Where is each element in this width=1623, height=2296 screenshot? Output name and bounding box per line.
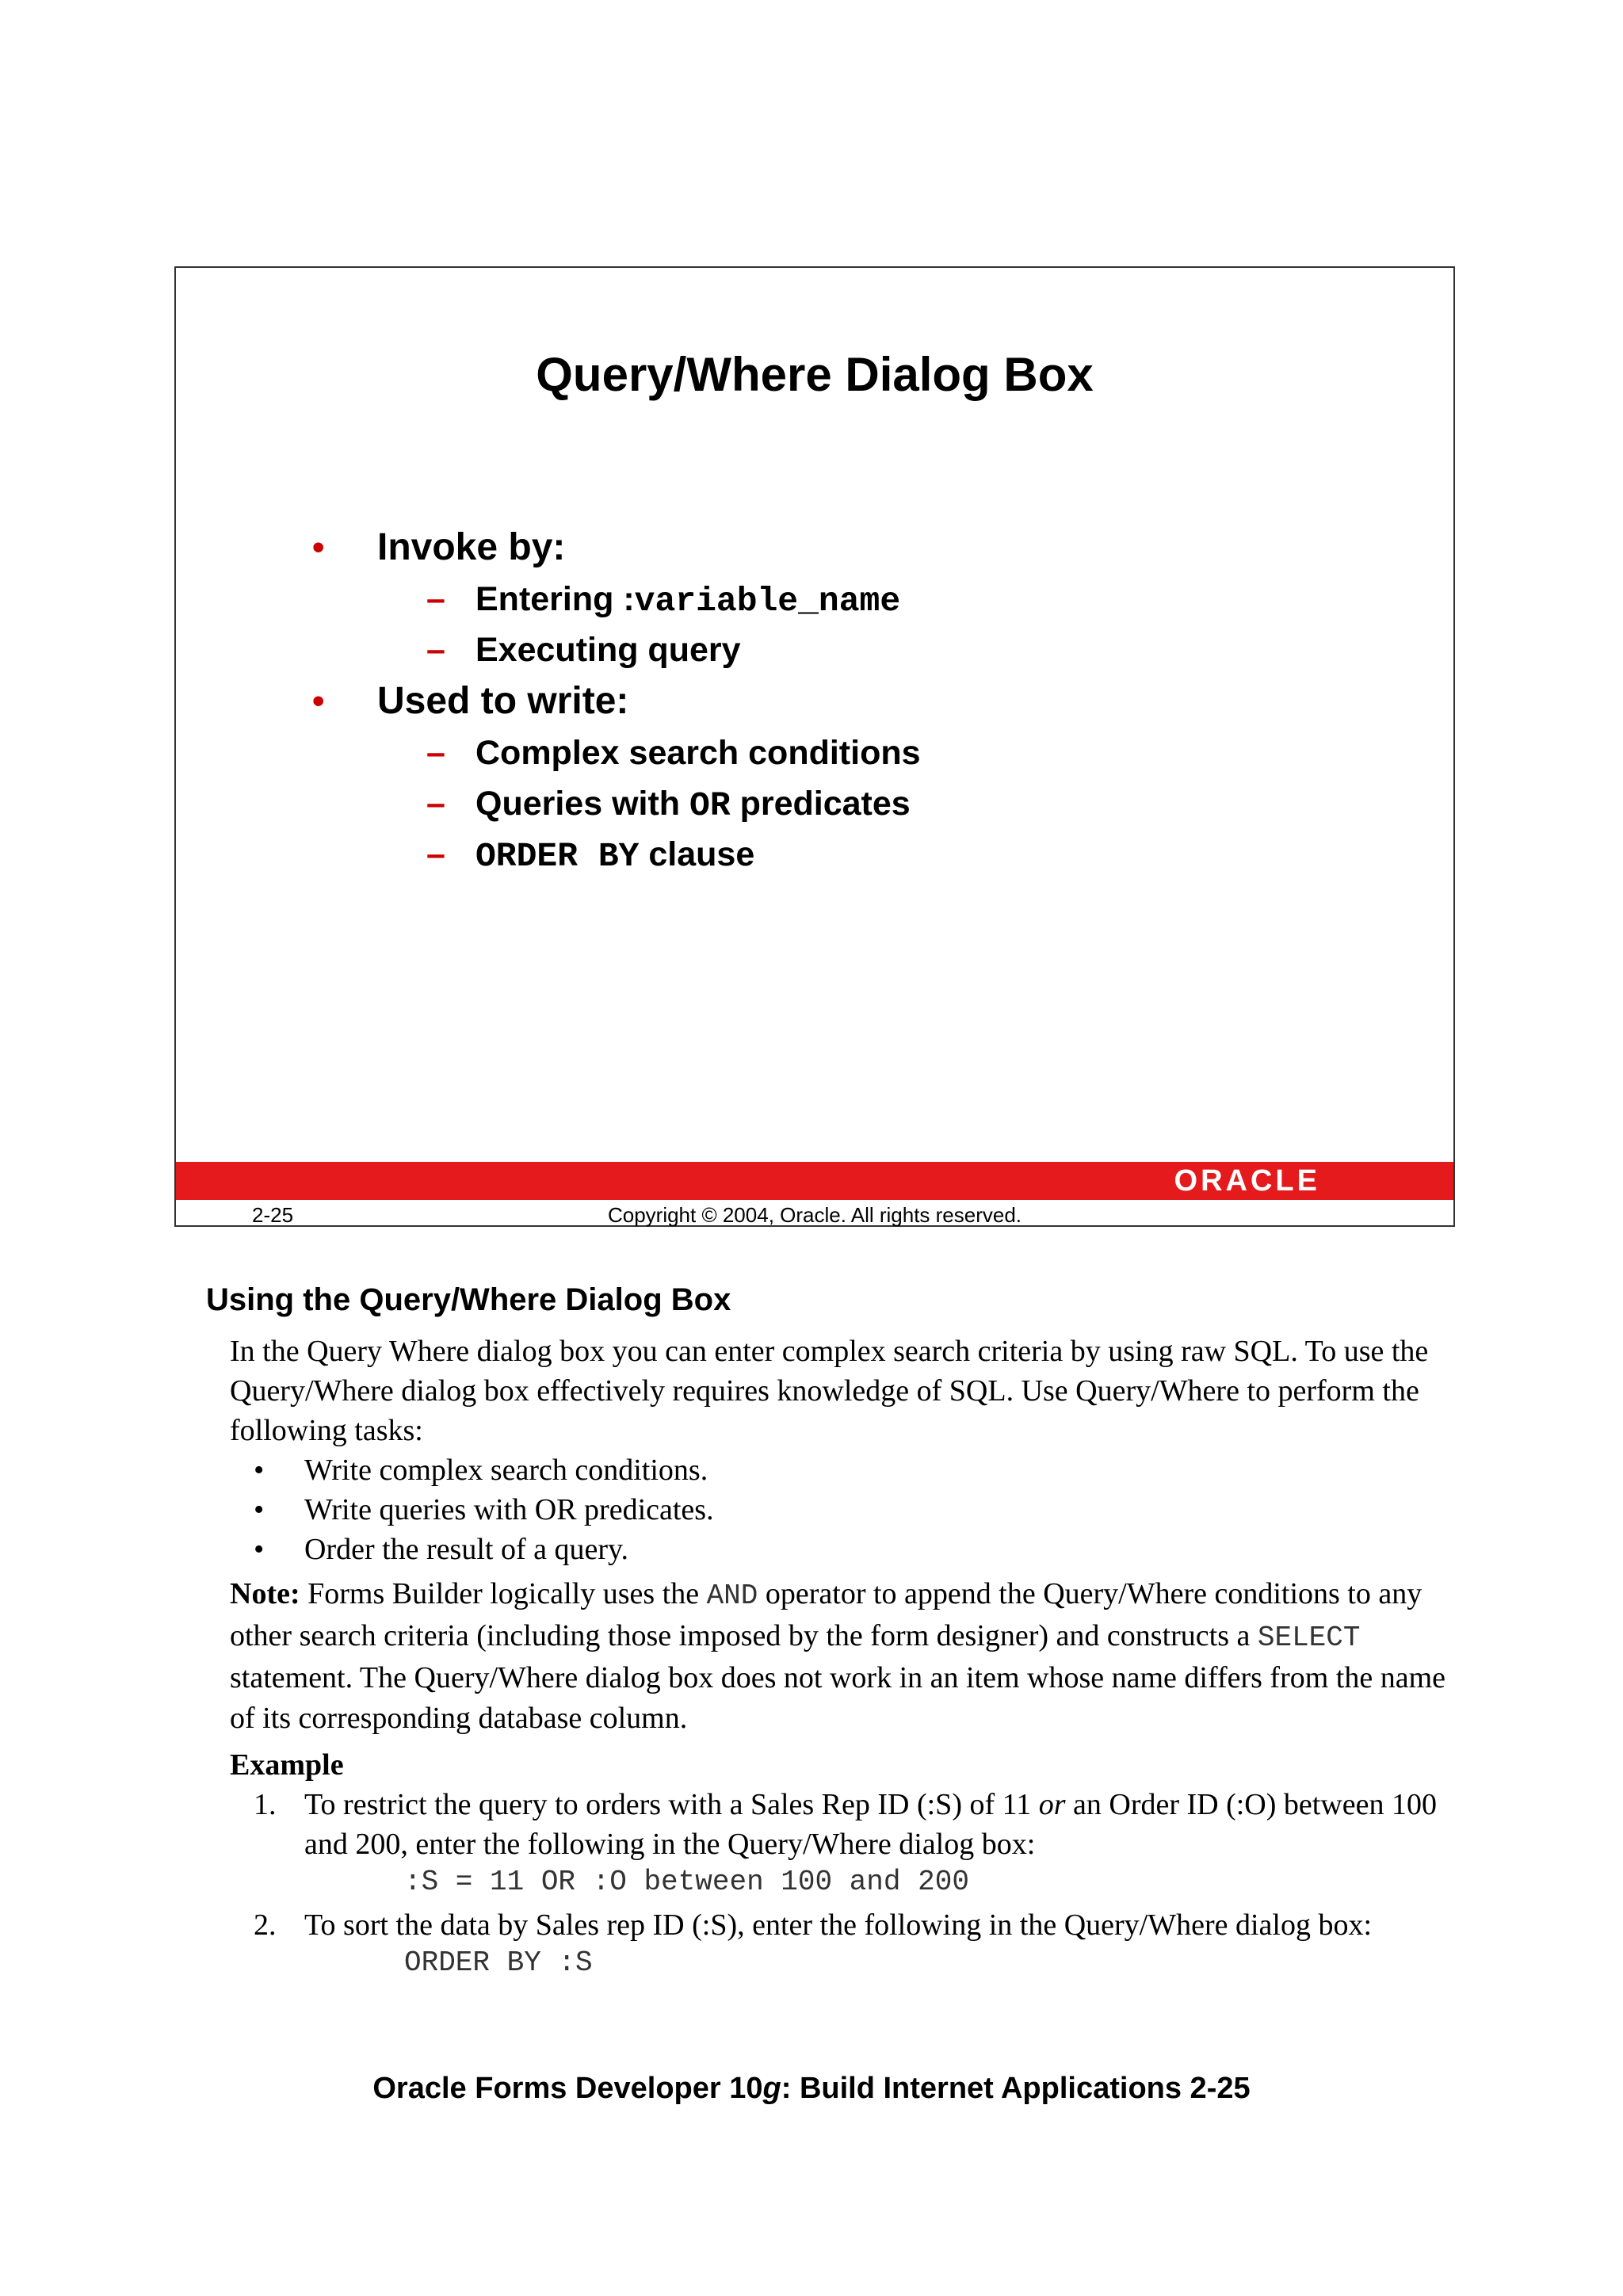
dash-icon: –: [426, 835, 445, 873]
section-heading: Using the Query/Where Dialog Box: [206, 1282, 731, 1317]
example-code: ORDER BY :S: [404, 1946, 593, 1979]
sub-bullet-executing: – Executing query: [426, 625, 921, 675]
sub-bullet-or: – Queries with OR predicates: [426, 778, 921, 829]
list-item: • Write complex search conditions.: [230, 1450, 1466, 1490]
list-item: • Write queries with OR predicates.: [230, 1490, 1466, 1530]
bullet-dot-icon: •: [312, 682, 325, 720]
page-footer: Oracle Forms Developer 10g: Build Internet Applications 2-25: [372, 2072, 1251, 2105]
slide-frame: [174, 266, 1455, 1227]
bullet-dot-icon: •: [312, 528, 325, 567]
example-code: :S = 11 OR :O between 100 and 200: [404, 1866, 969, 1898]
sub-bullet-order-by: – ORDER BY clause: [426, 829, 921, 880]
slide-bullets: [312, 521, 921, 880]
bullet-invoke-by: • Invoke by:: [312, 521, 921, 574]
task-list: [230, 1450, 1466, 1569]
body-text: [230, 1331, 1466, 1981]
example-heading: Example: [230, 1748, 344, 1782]
slide-page-number: 2-25: [252, 1203, 294, 1227]
sub-bullets-invoke: [426, 574, 921, 675]
dash-icon: –: [426, 734, 445, 772]
dash-icon: –: [426, 785, 445, 823]
oracle-logo: ORACLE: [1174, 1164, 1320, 1198]
slide-title: Query/Where Dialog Box: [536, 348, 1094, 401]
list-item: 1. To restrict the query to orders with a Sales Rep ID (:S) of 11 or an Order ID (:O) between 100 and 200, enter the following in the Query/Where dialog box: :S = 11 OR :O between 100 and 200: [230, 1785, 1466, 1901]
sub-bullets-used: [426, 728, 921, 880]
slide-copyright: Copyright © 2004, Oracle. All rights reserved.: [607, 1203, 1022, 1227]
sub-bullet-complex: – Complex search conditions: [426, 728, 921, 778]
note-paragraph: Note: Forms Builder logically uses the AND operator to append the Query/Where conditions to any other search criteria (including those imposed by the form designer) and constructs a SELECT statement. The Query/Where dialog box does not work in an item whose name differs from the name of its corresponding database column.: [230, 1577, 1445, 1735]
example-list: [230, 1785, 1466, 1981]
list-item: • Order the result of a query.: [230, 1530, 1466, 1569]
list-item: 2. To sort the data by Sales rep ID (:S), enter the following in the Query/Where dialog box: ORDER BY :S: [230, 1905, 1466, 1981]
dash-icon: –: [426, 631, 445, 669]
bullet-used-to-write: • Used to write:: [312, 675, 921, 728]
sub-bullet-entering: – Entering :variable_name: [426, 574, 921, 625]
intro-paragraph: In the Query Where dialog box you can enter complex search criteria by using raw SQL. To use the Query/Where dialog box effectively requires knowledge of SQL. Use Query/Where to perform the following tasks:: [230, 1335, 1429, 1447]
dash-icon: –: [426, 580, 445, 618]
